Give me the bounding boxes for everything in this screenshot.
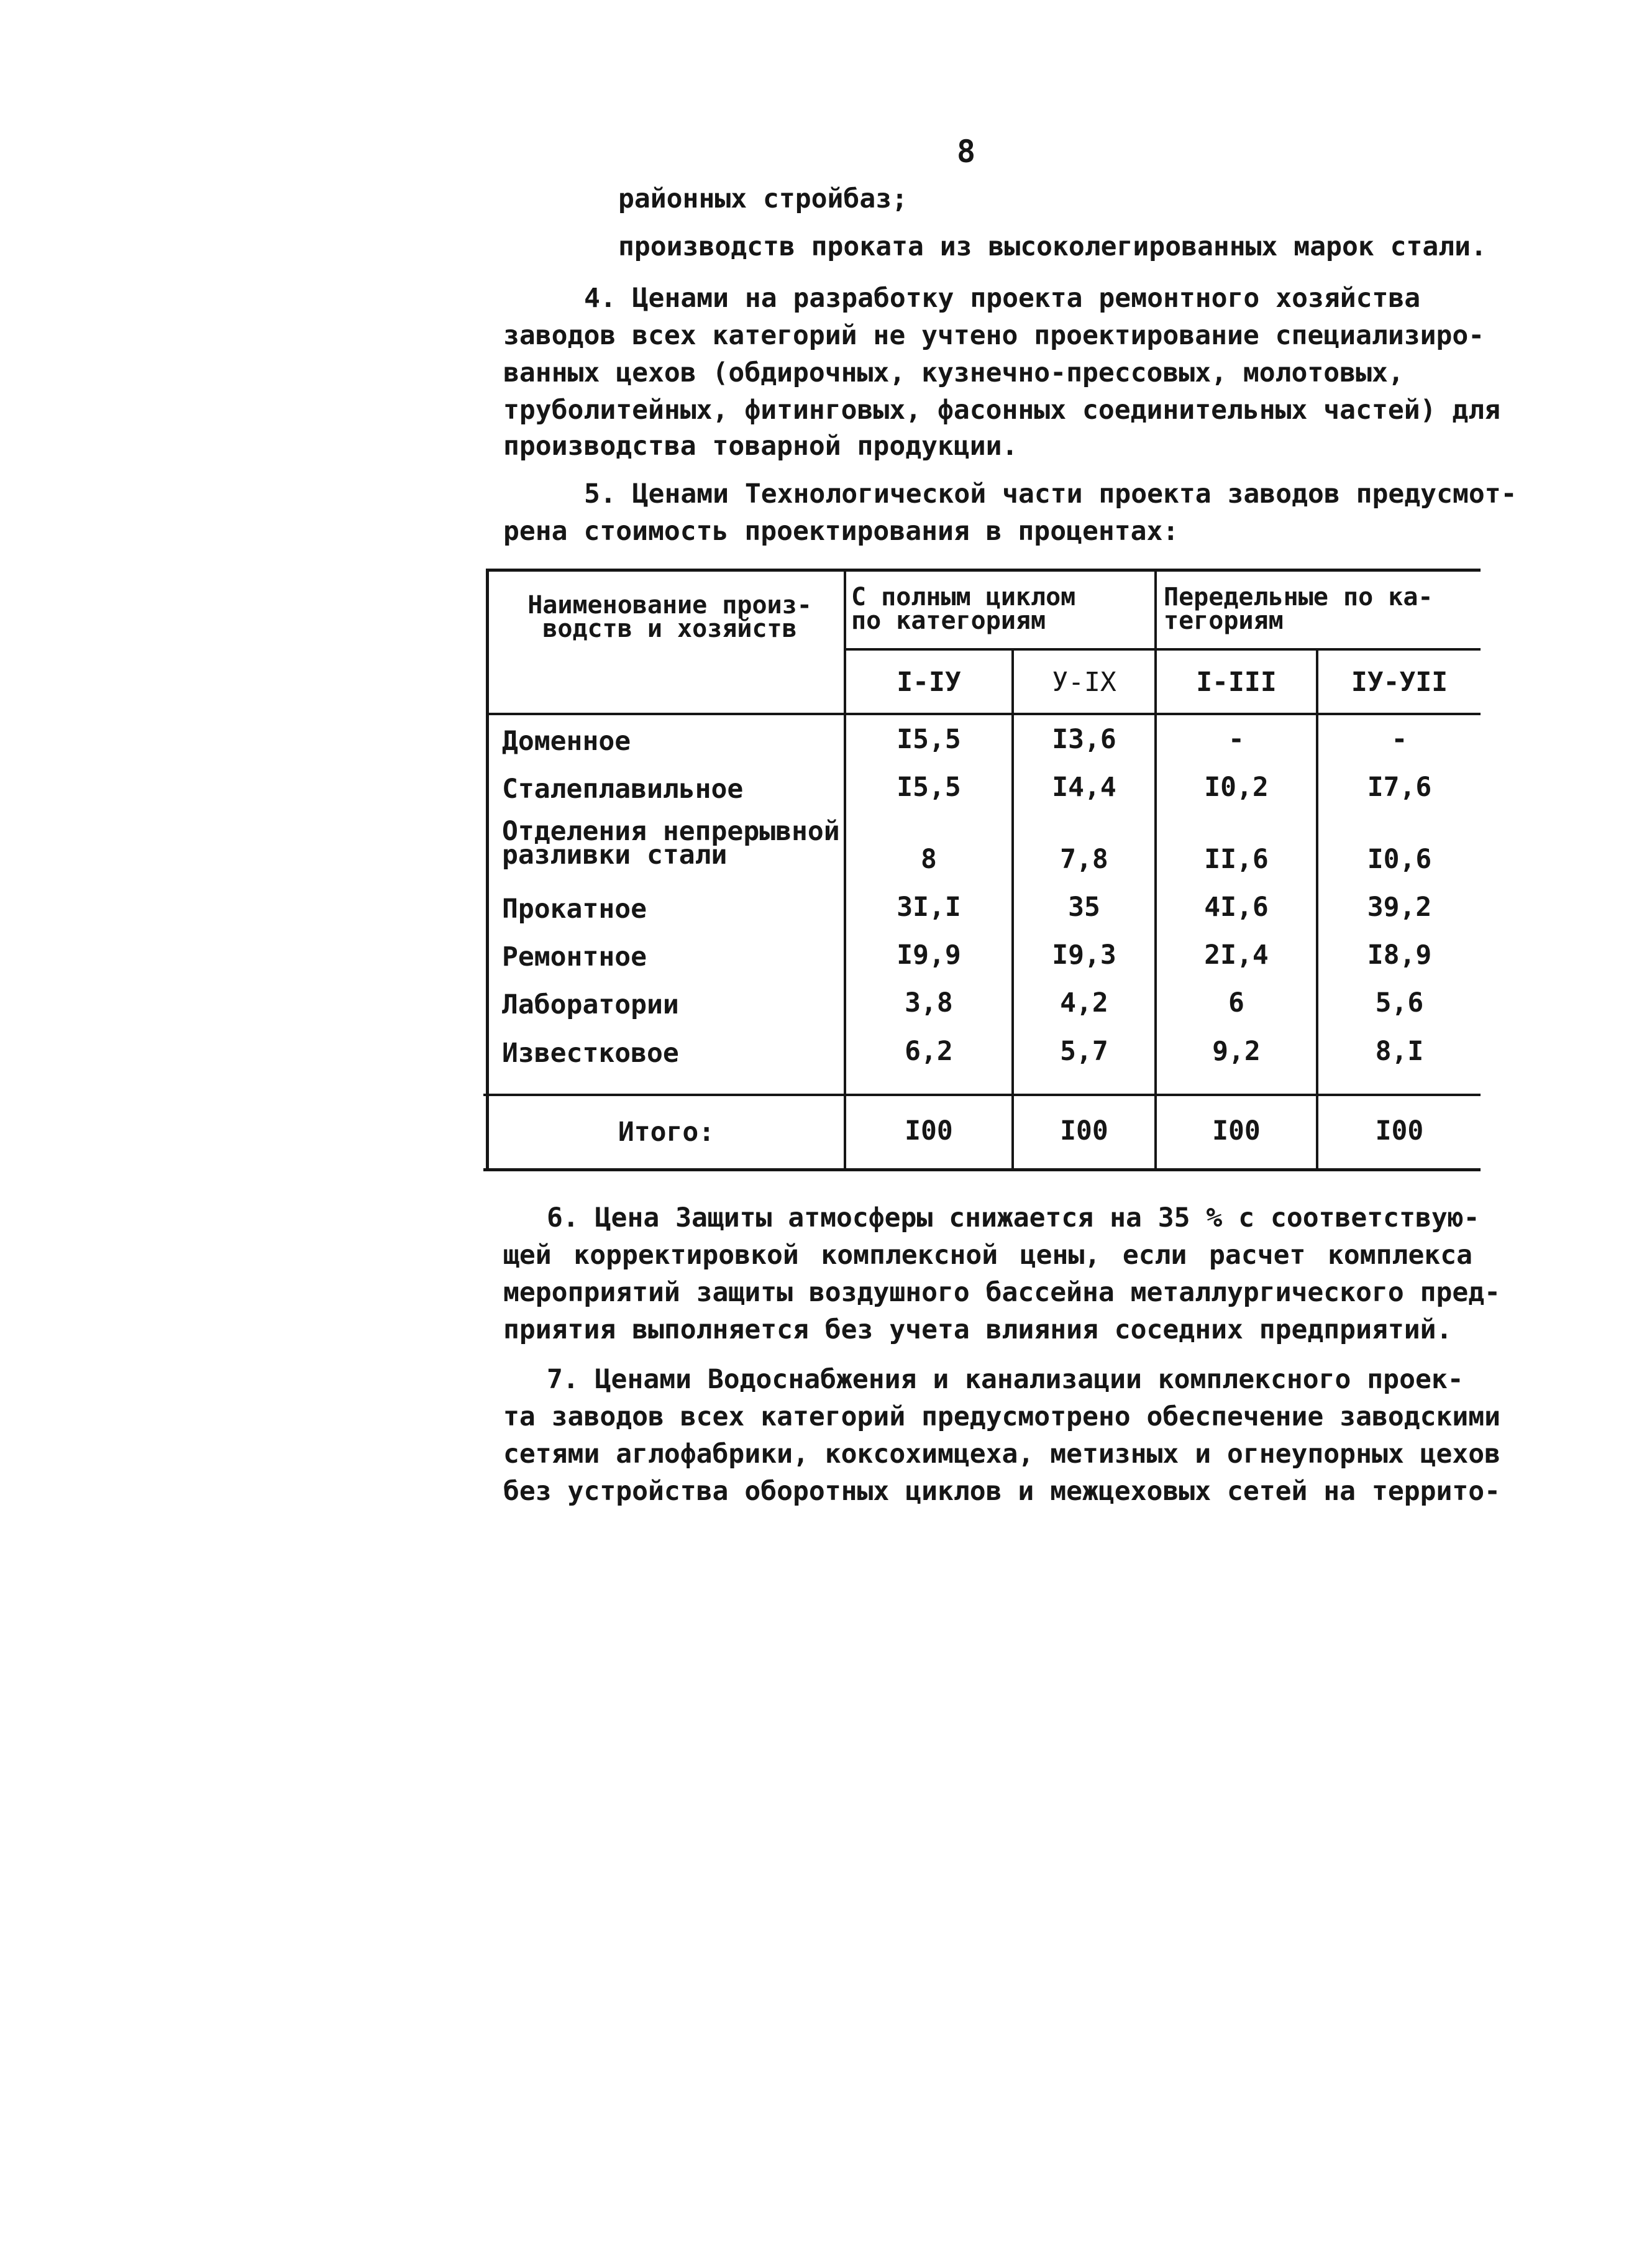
- row-name: Лаборатории: [502, 989, 679, 1020]
- row-value: I9,3: [1052, 940, 1116, 971]
- paragraph-line: сетями аглофабрики, коксохимцеха, метизных и огнеупорных цехов: [503, 1439, 1501, 1470]
- row-value: 4I,6: [1204, 892, 1269, 923]
- table-rule: [487, 569, 1481, 572]
- row-value: 35: [1068, 892, 1100, 923]
- row-name: Ремонтное: [502, 941, 647, 972]
- row-value: 2I,4: [1204, 940, 1269, 971]
- paragraph-line: рена стоимость проектирования в процентах:: [503, 516, 1179, 547]
- table-rule: [483, 1094, 1481, 1096]
- header-name: Наименование произ- водств и хозяйств: [527, 591, 812, 643]
- paragraph-line: 7. Ценами Водоснабжения и канализации комплексного проек-: [547, 1364, 1464, 1395]
- row-value: 5,7: [1060, 1036, 1108, 1067]
- subheader-cell: I-IУ: [897, 667, 961, 698]
- row-value: I5,5: [897, 772, 961, 803]
- total-value: I00: [905, 1115, 953, 1146]
- row-value: 5,6: [1375, 987, 1424, 1018]
- paragraph-line: без устройства оборотных циклов и межцеховых сетей на террито-: [503, 1476, 1501, 1507]
- row-value: 3,8: [905, 987, 953, 1018]
- row-name: Отделения непрерывной: [502, 816, 840, 847]
- paragraph-line: мероприятий защиты воздушного бассейна металлургического пред-: [503, 1277, 1501, 1308]
- row-value: 3I,I: [897, 892, 961, 923]
- row-name: Сталеплавильное: [502, 774, 744, 805]
- row-name: Доменное: [502, 726, 631, 757]
- header-full-cycle: С полным циклом по категориям: [851, 583, 1076, 635]
- paragraph-line: производства товарной продукции.: [503, 431, 1018, 462]
- paragraph-line: приятия выполняется без учета влияния соседних предприятий.: [503, 1314, 1453, 1345]
- row-value: 7,8: [1060, 844, 1108, 875]
- intro-line: районных стройбаз;: [618, 183, 908, 214]
- paragraph-line: та заводов всех категорий предусмотрено обеспечение заводскими: [503, 1401, 1501, 1432]
- row-value: 8,I: [1375, 1036, 1424, 1067]
- intro-line: производств проката из высоколегированных марок стали.: [618, 231, 1487, 262]
- paragraph-line: щей корректировкой комплексной цены, если расчет комплекса: [503, 1240, 1472, 1271]
- row-value: 4,2: [1060, 987, 1108, 1018]
- row-value: 9,2: [1212, 1036, 1261, 1067]
- header-partial: Передельные по ка- тегориям: [1164, 583, 1433, 635]
- paragraph-line: 5. Ценами Технологической части проекта заводов предусмот-: [584, 478, 1517, 510]
- percent-table: [483, 569, 1481, 1181]
- row-value: I9,9: [897, 940, 961, 971]
- page-number: 8: [957, 134, 976, 170]
- row-value: II,6: [1204, 844, 1269, 875]
- row-name: Прокатное: [502, 894, 647, 925]
- row-name: разливки стали: [502, 839, 728, 871]
- paragraph-line: заводов всех категорий не учтено проектирование специализиро-: [503, 320, 1485, 351]
- row-value: I0,6: [1367, 844, 1432, 875]
- row-value: I5,5: [897, 724, 961, 755]
- row-value: 6: [1228, 987, 1244, 1018]
- table-rule: [844, 648, 1481, 651]
- total-value: I00: [1375, 1115, 1424, 1146]
- row-value: I7,6: [1367, 772, 1432, 803]
- row-value: 8: [921, 844, 937, 875]
- row-value: -: [1391, 724, 1408, 755]
- row-value: 39,2: [1367, 892, 1432, 923]
- subheader-cell: I-III: [1196, 667, 1277, 698]
- row-value: I4,4: [1052, 772, 1116, 803]
- total-value: I00: [1060, 1115, 1108, 1146]
- subheader-cell: IУ-УII: [1351, 667, 1448, 698]
- total-label: Итого:: [618, 1117, 715, 1148]
- total-value: I00: [1212, 1115, 1261, 1146]
- table-rule: [483, 1168, 1481, 1171]
- paragraph-line: 4. Ценами на разработку проекта ремонтного хозяйства: [584, 283, 1421, 314]
- paragraph-line: 6. Цена Защиты атмосферы снижается на 35 % с соответствую-: [547, 1202, 1480, 1233]
- row-value: I3,6: [1052, 724, 1116, 755]
- table-rule: [487, 713, 1481, 715]
- paragraph-line: труболитейных, фитинговых, фасонных соединительных частей) для: [503, 395, 1501, 426]
- subheader-cell: У-IX: [1052, 667, 1116, 698]
- row-value: 6,2: [905, 1036, 953, 1067]
- table-rule: [486, 569, 489, 1171]
- row-value: -: [1228, 724, 1244, 755]
- row-value: I0,2: [1204, 772, 1269, 803]
- row-name: Известковое: [502, 1038, 679, 1069]
- paragraph-line: ванных цехов (обдирочных, кузнечно-прессовых, молотовых,: [503, 357, 1404, 388]
- row-value: I8,9: [1367, 940, 1432, 971]
